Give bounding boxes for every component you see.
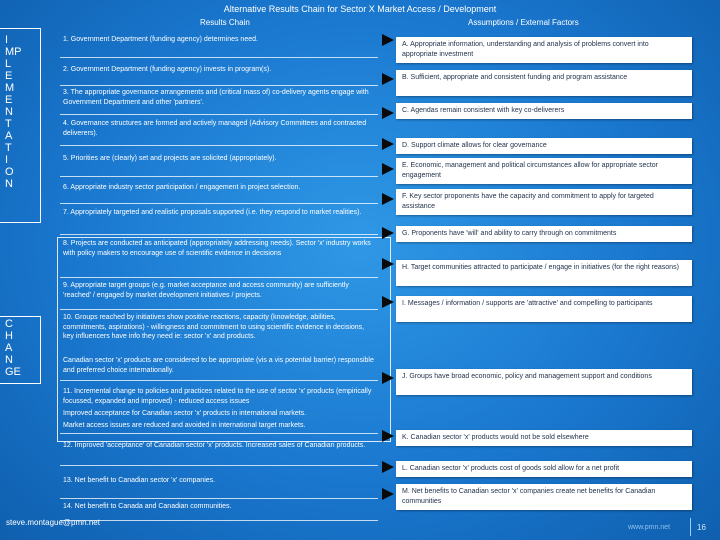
results-step-8: 8. Projects are conducted as anticipated (appropriately addressing needs). Sector 'x' industry works with policy makers to encourage use of scientific evidence in decisions <box>60 238 378 278</box>
results-step-12: 12. Improved 'acceptance' of Canadian sector 'x' products. Increased sales of Canadian products. <box>60 440 378 466</box>
arrow-j <box>382 372 394 384</box>
results-step-3: 3. The appropriate governance arrangements and (critical mass of) co-delivery agents engage with Government Department and other 'partners'. <box>60 87 378 115</box>
assumption-i: I. Messages / information / supports are 'attractive' and compelling to participants <box>396 296 692 322</box>
arrow-g <box>382 227 394 239</box>
footer-divider <box>690 518 691 536</box>
assumption-l: L. Canadian sector 'x' products cost of goods sold allow for a net profit <box>396 461 692 477</box>
page-number: 16 <box>697 523 706 532</box>
assumption-k: K. Canadian sector 'x' products would not be sold elsewhere <box>396 430 692 446</box>
results-step-6: 6. Appropriate industry sector participation / engagement in project selection. <box>60 182 378 204</box>
assumption-m: M. Net benefits to Canadian sector 'x' companies create net benefits for Canadian communities <box>396 484 692 510</box>
assumption-g: G. Proponents have 'will' and ability to carry through on commitments <box>396 226 692 242</box>
arrow-m <box>382 488 394 500</box>
assumptions-header: Assumptions / External Factors <box>468 18 579 27</box>
assumption-e: E. Economic, management and political circumstances allow for appropriate sector engagement <box>396 158 692 184</box>
results-step-1: 1. Government Department (funding agency) determines need. <box>60 34 378 58</box>
results-step-2: 2. Government Department (funding agency) invests in program(s). <box>60 64 378 86</box>
website-link[interactable]: www.pmn.net <box>628 524 671 531</box>
arrow-e <box>382 163 394 175</box>
assumption-d: D. Support climate allows for clear governance <box>396 138 692 154</box>
results-step-10: 10. Groups reached by initiatives show positive reactions, capacity (knowledge, abilities, commitments, aspirations) - willingness and commitment to using scientific evidence in decisions, key influencers have info they need ie: sector 'x' and products. <box>63 314 365 340</box>
results-step-9: 9. Appropriate target groups (e.g. market acceptance and access community) are sufficiently 'reached' / engaged by market development initiatives / projects. <box>60 280 378 310</box>
results-step-13: 13. Net benefit to Canadian sector 'x' companies. <box>60 475 378 499</box>
assumption-c: C. Agendas remain consistent with key co-deliverers <box>396 103 692 119</box>
arrow-i <box>382 296 394 308</box>
assumption-b: B. Sufficient, appropriate and consistent funding and program assistance <box>396 70 692 96</box>
results-step-7: 7. Appropriately targeted and realistic proposals supported (i.e. they respond to market realities). <box>60 207 378 235</box>
assumption-h: H. Target communities attracted to participate / engage in initiatives (for the right reasons) <box>396 260 692 286</box>
arrow-c <box>382 107 394 119</box>
results-step-14: 14. Net benefit to Canada and Canadian communities. <box>60 501 378 521</box>
arrow-h <box>382 258 394 270</box>
implementation-label: I MP L E M E N T A T I O N <box>5 34 22 190</box>
results-step-10b: Canadian sector 'x' products are considered to be appropriate (vis a vis potential barrier) responsible and preferred choice internationally. <box>60 355 378 381</box>
author-email: steve.montague@pmn.net <box>6 518 100 527</box>
results-step-11b: Improved acceptance for Canadian sector 'x' products in international markets. <box>63 410 307 417</box>
results-chain-header: Results Chain <box>200 18 250 27</box>
results-step-4: 4. Governance structures are formed and actively managed (Advisory Committees and contracted deliverers). <box>60 118 378 146</box>
change-label: C H A N GE <box>5 318 21 378</box>
arrow-a <box>382 34 394 46</box>
results-step-11: 11. Incremental change to policies and practices related to the use of sector 'x' products (empirically focussed, expanded and improved) - reduced access issues <box>63 388 372 405</box>
arrow-k <box>382 430 394 442</box>
arrow-f <box>382 193 394 205</box>
slide-title: Alternative Results Chain for Sector X Market Access / Development <box>223 4 497 14</box>
arrow-d <box>382 138 394 150</box>
arrow-b <box>382 73 394 85</box>
results-step-5: 5. Priorities are (clearly) set and projects are solicited (appropriately). <box>60 153 378 177</box>
assumption-a: A. Appropriate information, understanding and analysis of problems convert into appropriate investment <box>396 37 692 63</box>
results-step-11c: Market access issues are reduced and avoided in international target markets. <box>60 420 378 434</box>
assumption-j: J. Groups have broad economic, policy and management support and conditions <box>396 369 692 395</box>
assumption-f: F. Key sector proponents have the capacity and commitment to apply for targeted assistance <box>396 189 692 215</box>
arrow-l <box>382 461 394 473</box>
